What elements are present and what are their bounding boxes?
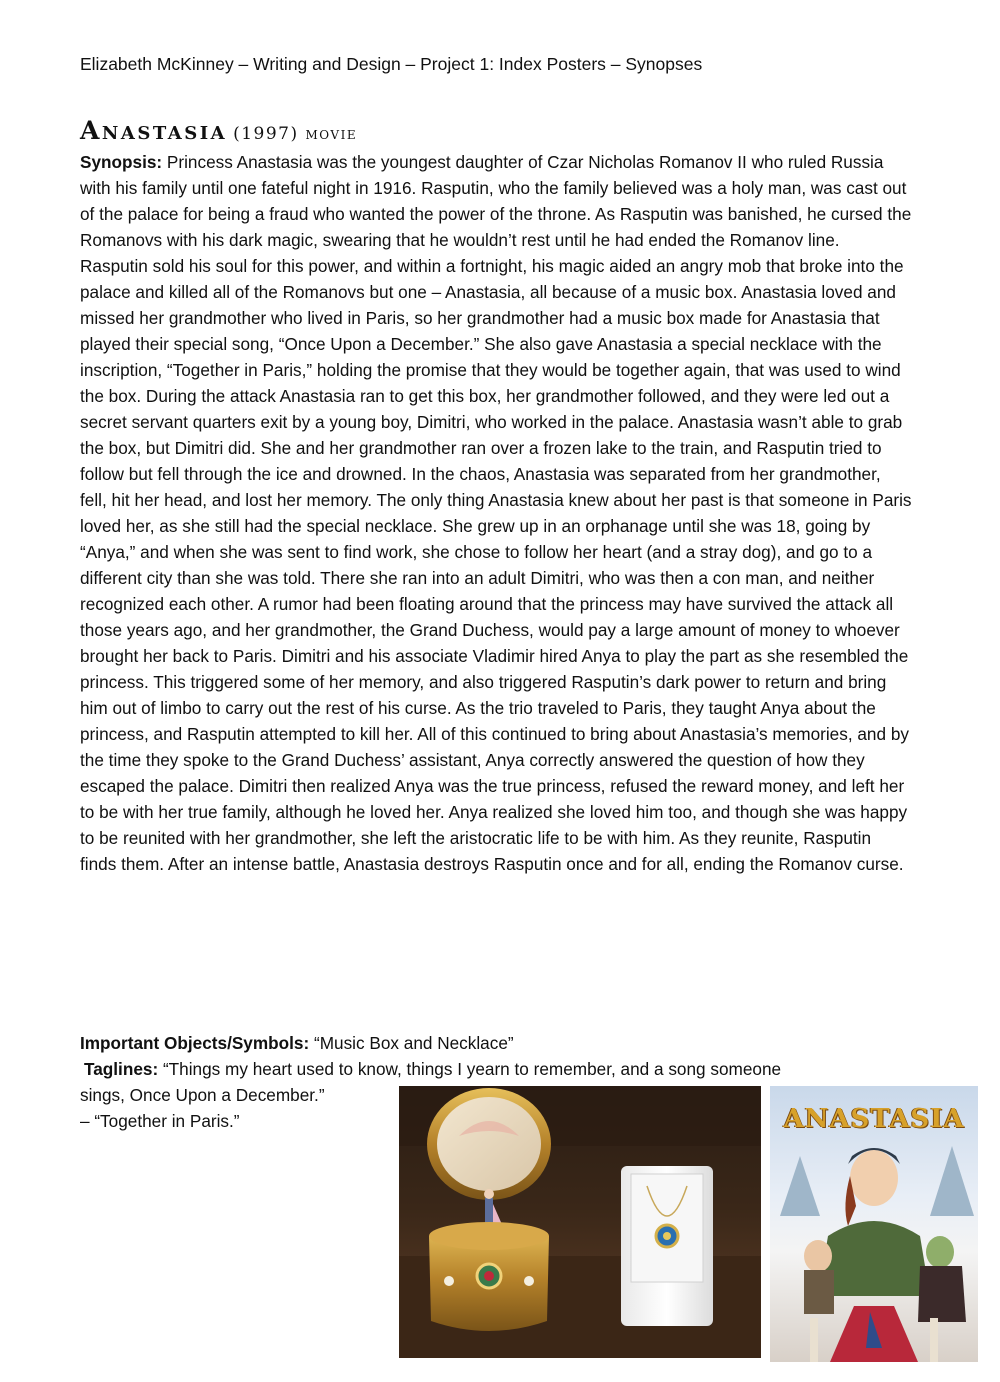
poster-dimitri-body	[804, 1270, 834, 1314]
poster-rasputin-face	[926, 1236, 954, 1268]
poster-tree-left	[780, 1156, 820, 1216]
important-objects	[80, 1030, 514, 1056]
movie-title	[80, 116, 357, 150]
title-main: Anastasia	[80, 116, 228, 145]
music-box-lid-mirror	[437, 1097, 541, 1191]
tagline-line-1: “Things my heart used to know, things I yearn to remember, and a song someone	[162, 1059, 782, 1079]
tagline-line-2: sings, Once Upon a December.”	[80, 1085, 325, 1105]
taglines-label: Taglines:	[84, 1059, 159, 1079]
necklace-pendant-center	[663, 1232, 671, 1240]
box-gem-red	[484, 1271, 494, 1281]
poster-rasputin-robe	[918, 1266, 966, 1322]
music-box-top-edge	[429, 1222, 549, 1250]
poster-railing-left	[810, 1318, 818, 1362]
poster-dimitri-face	[804, 1240, 832, 1272]
taglines-first-line	[84, 1056, 781, 1082]
movie-poster	[770, 1086, 978, 1362]
box-pearl-left	[444, 1276, 454, 1286]
music-box-necklace-illustration	[399, 1086, 761, 1358]
poster-tree-right	[930, 1146, 974, 1216]
tagline-line-3: – “Together in Paris.”	[80, 1111, 240, 1131]
figurine-head	[484, 1189, 494, 1199]
synopsis-label: Synopsis:	[80, 152, 163, 172]
music-box-necklace-photo	[399, 1086, 761, 1358]
objects-label: Important Objects/Symbols:	[80, 1033, 310, 1053]
taglines-continued	[80, 1082, 325, 1134]
box-pearl-right	[524, 1276, 534, 1286]
objects-text: “Music Box and Necklace”	[313, 1033, 514, 1053]
page-header: Elizabeth McKinney – Writing and Design – Project 1: Index Posters – Synopses	[80, 54, 703, 74]
poster-anastasia-coat	[818, 1221, 930, 1296]
poster-title: ANASTASIA	[783, 1104, 965, 1134]
poster-anastasia-face	[850, 1150, 898, 1206]
synopsis-paragraph	[80, 149, 912, 877]
poster-railing-right	[930, 1318, 938, 1362]
title-year-type: (1997) movie	[233, 124, 358, 144]
synopsis-text: Princess Anastasia was the youngest daughter of Czar Nicholas Romanov II who ruled Russia with his family until one fateful night in 1916. Rasputin, who the family believed was a holy man, was cast out of the palace for being a fraud who wanted the power of the throne. As Rasputin was banished, he cursed the Romanovs with his dark magic, swearing that he wouldn’t rest until he had ended the Romanov line. Rasputin sold his soul for this power, and within a fortnight, his magic aided an angry mob that broke into the palace and killed all of the Romanovs but one – Anastasia, all because of a music box. Anastasia loved and missed her grandmother who lived in Paris, so her grandmother had a music box made for Anastasia that played their special song, “Once Upon a December.” She also gave Anastasia a special necklace with the inscription, “Together in Paris,” holding the promise that they would be together again, that was used to wind the box. During the attack Anastasia ran to get this box, her grandmother followed, and they were led out a secret servant quarters exit by a young boy, Dimitri, who worked in the palace. Anastasia wasn’t able to grab the box, but Dimitri did. She and her grandmother ran over a frozen lake to the train, and Rasputin tried to follow but fell through the ice and drowned. In the chaos, Anastasia was separated from her grandmother, fell, hit her head, and lost her memory. The only thing Anastasia knew about her past is that someone in Paris loved her, as she still had the special necklace. She grew up in an orphanage until she was 18, going by “Anya,” and when she was sent to find work, she chose to follow her heart (and a stray dog), and go to a different city than she was told. There she ran into an adult Dimitri, who was then a con man, and neither recognized each other. A rumor had been floating around that the princess may have survived the attack all those years ago, and her grandmother, the Grand Duchess, would pay a large amount of money to whoever brought her back to Paris. Dimitri and his associate Vladimir hired Anya to play the part as she resembled the princess. This triggered some of her memory, and also triggered Rasputin’s dark power to return and bring him out of limbo to carry out the rest of his curse. As the trio traveled to Paris, they taught Anya about the princess, and Rasputin attempted to kill her. All of this continued to bring about Anastasia’s memories, and by the time they spoke to the Grand Duchess’ assistant, Anya correctly answered the question of how they escaped the palace. Dimitri then realized Anya was the true princess, refused the reward money, and left her to be with her true family, although he loved her. Anya realized she loved him too, and though she was happy to be reunited with her grandmother, she left the aristocratic life to be with him. As they reunite, Rasputin finds them. After an intense battle, Anastasia destroys Rasputin once and for all, ending the Romanov curse.	[80, 152, 912, 874]
